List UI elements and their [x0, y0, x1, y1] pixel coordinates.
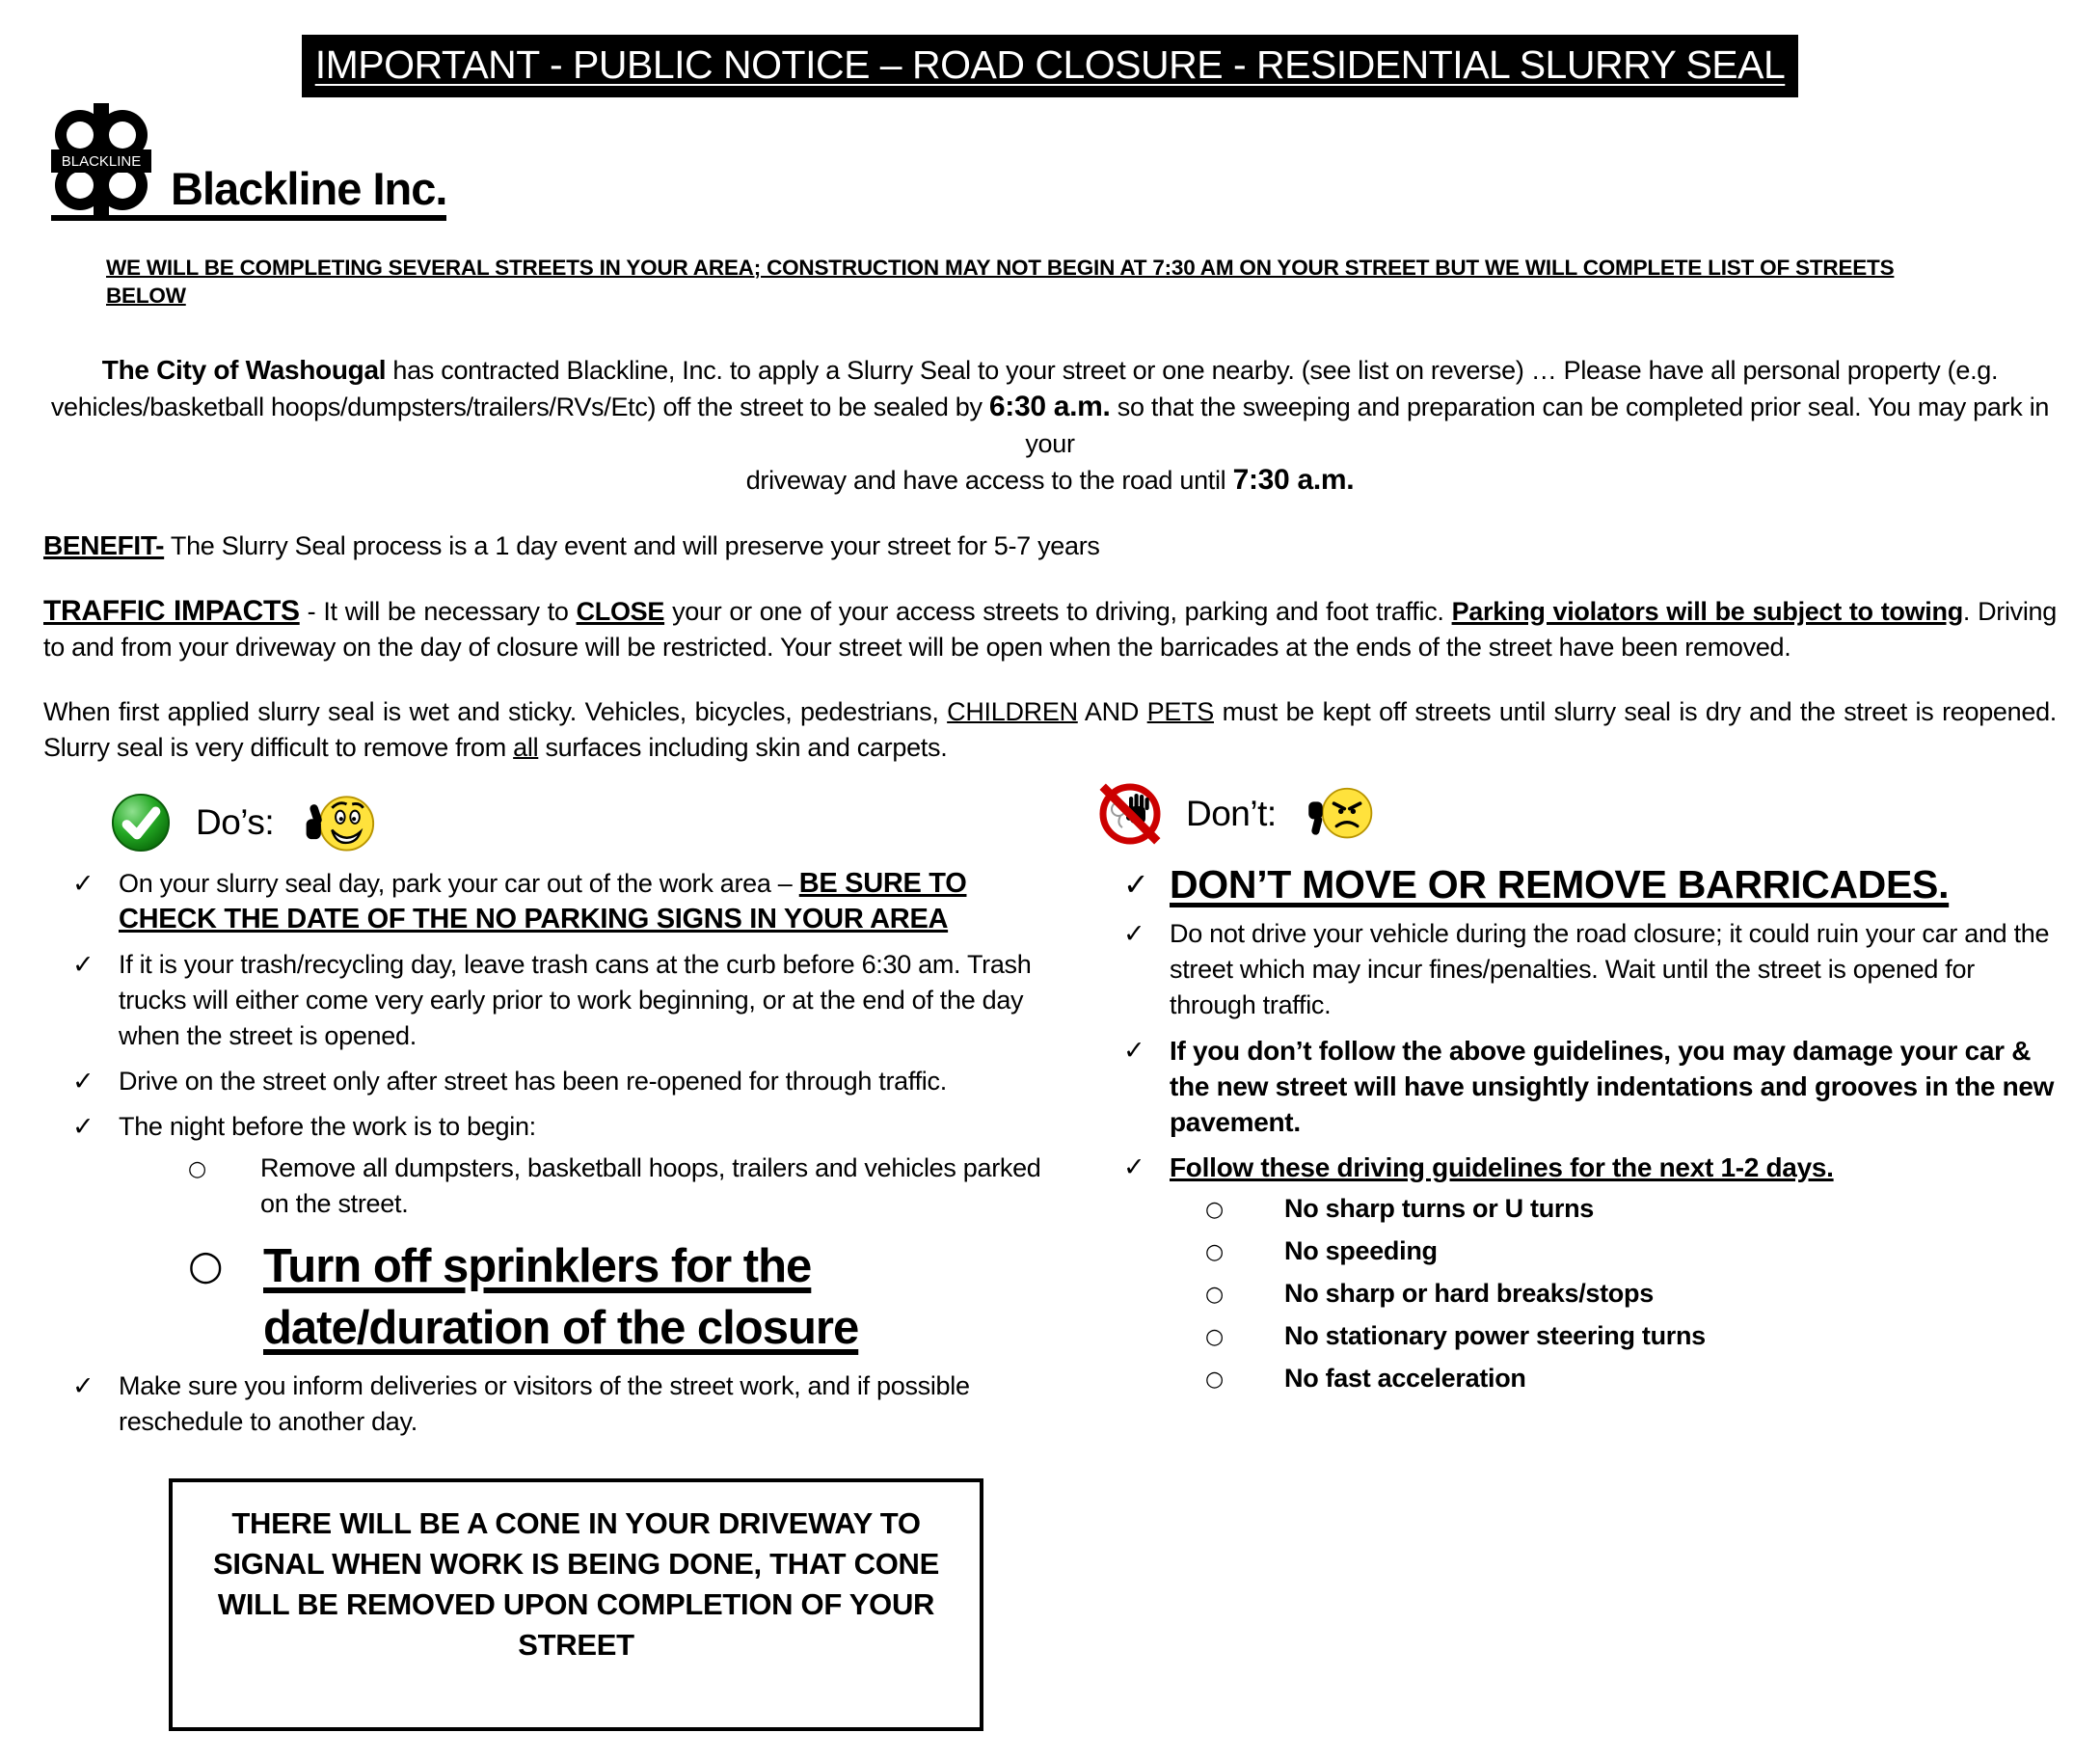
benefit-text: The Slurry Seal process is a 1 day event and will preserve your street for 5-7 years — [164, 531, 1100, 560]
dos-item-2-text: If it is your trash/recycling day, leave trash cans at the curb before 6:30 am. Trash trucks will either come very early prior to work beginning, or at the end of the day when the street is opened. — [119, 950, 1032, 1050]
time-630: 6:30 a.m. — [988, 391, 1111, 422]
wet-seal-paragraph — [43, 694, 2057, 766]
dos-column — [43, 783, 1041, 1731]
banner — [302, 35, 1799, 97]
wet-all: all — [513, 733, 539, 762]
dos-donts-columns — [43, 783, 2057, 1731]
donts-sub-1 — [1205, 1191, 2057, 1228]
traffic-impacts-paragraph — [43, 593, 2057, 665]
check-bullet: ✓ — [1123, 866, 1149, 903]
dos-item-1 — [72, 866, 1041, 937]
cone-notice-box — [169, 1478, 983, 1731]
circle-bullet: ○ — [1205, 1198, 1225, 1222]
check-bullet: ✓ — [1123, 1036, 1145, 1066]
wet-t3: must be kept off streets until slurry seal is dry and the street is reopened. Slurry seal is very difficult to remove from — [43, 697, 2057, 762]
dos-item-5 — [72, 1368, 1041, 1440]
check-bullet: ✓ — [72, 1371, 94, 1401]
dos-item-4a-text: Remove all dumpsters, basketball hoops, trailers and vehicles parked on the street. — [260, 1153, 1041, 1218]
thumbs-down-smiley-icon — [1302, 785, 1375, 843]
check-bullet: ✓ — [72, 869, 94, 899]
thumbs-up-smiley-icon — [299, 793, 376, 853]
donts-item-3-text: If you don’t follow the above guidelines, you may damage your car & the new street will have unsightly indentations and grooves in the new pavement. — [1170, 1036, 2055, 1137]
construction-notice-line1: WE WILL BE COMPLETING SEVERAL STREETS IN YOUR AREA; CONSTRUCTION MAY NOT BEGIN AT 7:30 AM ON YOUR STREET BUT WE WILL COMPLETE LIST OF STREETS — [106, 256, 1895, 280]
check-bullet: ✓ — [1123, 1152, 1145, 1182]
donts-item-1 — [1123, 862, 2057, 907]
circle-bullet: ○ — [1205, 1283, 1225, 1307]
check-bullet: ✓ — [1123, 919, 1145, 949]
traffic-t1: - It will be necessary to — [299, 597, 577, 626]
wet-t4: surfaces including skin and carpets. — [538, 733, 948, 762]
check-bullet: ✓ — [72, 1112, 94, 1142]
intro-l2b: so that the sweeping and preparation can be completed prior seal. You may park in your — [1025, 393, 2050, 458]
donts-item-2-text: Do not drive your vehicle during the road closure; it could ruin your car and the street which may incur fines/penalties. Wait until the street is opened for through traffic. — [1170, 919, 2050, 1019]
dos-item-3-text: Drive on the street only after street has been re-opened for through traffic. — [119, 1067, 947, 1096]
circle-bullet-large: ○ — [188, 1241, 224, 1288]
wet-children: CHILDREN — [947, 697, 1078, 726]
blackline-logo-icon — [51, 103, 151, 217]
dos-header — [111, 793, 1041, 853]
dos-item-1-lead: On your slurry seal day, park your car out of the work area – — [119, 869, 799, 898]
donts-column — [1041, 783, 2057, 1731]
banner-title: IMPORTANT - PUBLIC NOTICE – ROAD CLOSURE - RESIDENTIAL SLURRY SEAL — [314, 42, 1786, 87]
logo-text: BLACKLINE — [61, 153, 142, 170]
dos-item-4-text: The night before the work is to begin: — [119, 1112, 536, 1141]
barricades-warning-text: DON’T MOVE OR REMOVE BARRICADES. — [1170, 862, 1950, 907]
donts-sub-5 — [1205, 1361, 2057, 1397]
rule-no-fast-acceleration: No fast acceleration — [1284, 1364, 1526, 1393]
green-check-icon — [111, 793, 171, 853]
check-bullet: ✓ — [72, 1067, 94, 1097]
intro-paragraph — [43, 352, 2057, 499]
no-entry-hand-icon — [1099, 783, 1161, 845]
time-730: 7:30 a.m. — [1232, 464, 1355, 496]
rule-no-speeding: No speeding — [1284, 1236, 1438, 1265]
traffic-t2: your or one of your access streets to driving, parking and foot traffic. — [664, 597, 1452, 626]
company-name: Blackline Inc. — [171, 163, 447, 214]
brand-header — [51, 103, 446, 229]
traffic-close: CLOSE — [576, 597, 665, 626]
donts-sub-4 — [1205, 1318, 2057, 1355]
donts-item-4 — [1123, 1150, 2057, 1185]
cone-notice-text: THERE WILL BE A CONE IN YOUR DRIVEWAY TO SIGNAL WHEN WORK IS BEING DONE, THAT CONE WILL BE REMOVED UPON COMPLETION OF YOUR STREET — [213, 1506, 939, 1662]
circle-bullet: ○ — [1205, 1325, 1225, 1349]
banner-row — [43, 35, 2057, 97]
dos-title: Do’s: — [196, 802, 275, 842]
circle-bullet: ○ — [1205, 1367, 1225, 1392]
construction-notice-line2: BELOW — [106, 284, 186, 308]
donts-item-3 — [1123, 1033, 2057, 1140]
donts-sub-3 — [1205, 1276, 2057, 1313]
wet-pets: PETS — [1146, 697, 1214, 726]
wet-t2: AND — [1077, 697, 1147, 726]
traffic-label: TRAFFIC IMPACTS — [43, 595, 300, 627]
intro-l2a: vehicles/basketball hoops/dumpsters/trailers/RVs/Etc) off the street to be sealed by — [50, 393, 989, 421]
dos-item-4b — [188, 1235, 1041, 1359]
dos-item-1-text — [119, 866, 1041, 937]
rule-no-hard-brakes: No sharp or hard breaks/stops — [1284, 1279, 1654, 1308]
driving-guidelines-heading: Follow these driving guidelines for the next 1-2 days. — [1170, 1152, 1834, 1182]
donts-title: Don’t: — [1186, 794, 1277, 833]
benefit-paragraph — [43, 528, 2057, 564]
dos-item-2 — [72, 947, 1041, 1054]
circle-bullet: ○ — [188, 1157, 207, 1181]
check-bullet: ✓ — [72, 950, 94, 980]
donts-sub-2 — [1205, 1233, 2057, 1270]
traffic-towing: Parking violators will be subject to towing — [1451, 597, 1963, 626]
sprinkler-warning-text: Turn off sprinklers for the date/duration of the closure — [263, 1240, 859, 1354]
wet-t1: When first applied slurry seal is wet and sticky. Vehicles, bicycles, pedestrians, — [43, 697, 948, 726]
benefit-label: BENEFIT- — [43, 530, 165, 560]
dos-item-4 — [72, 1109, 1041, 1145]
rule-no-sharp-turns: No sharp turns or U turns — [1284, 1194, 1595, 1223]
traffic-t3: . Driving to and from your driveway on the day of closure will be restricted. Your street will be open when the barricades at the ends of the street have been removed. — [43, 597, 2057, 662]
city-name: The City of Washougal — [101, 355, 387, 385]
dos-item-1-emphasis: BE SURE TO CHECK THE DATE OF THE NO PARKING SIGNS IN YOUR AREA — [119, 868, 967, 934]
donts-item-2 — [1123, 916, 2057, 1023]
intro-l3a: driveway and have access to the road until — [745, 466, 1233, 495]
rule-no-stationary-steering: No stationary power steering turns — [1284, 1321, 1706, 1350]
donts-header — [1099, 783, 2057, 845]
dos-item-4a — [188, 1151, 1041, 1222]
construction-notice — [106, 254, 2057, 310]
intro-l1: has contracted Blackline, Inc. to apply a Slurry Seal to your street or one nearby. (see list on reverse) … Please have all personal property (e.g. — [386, 356, 1999, 385]
dos-item-3 — [72, 1064, 1041, 1099]
circle-bullet: ○ — [1205, 1240, 1225, 1264]
dos-item-5-text: Make sure you inform deliveries or visitors of the street work, and if possible reschedule to another day. — [119, 1371, 970, 1436]
